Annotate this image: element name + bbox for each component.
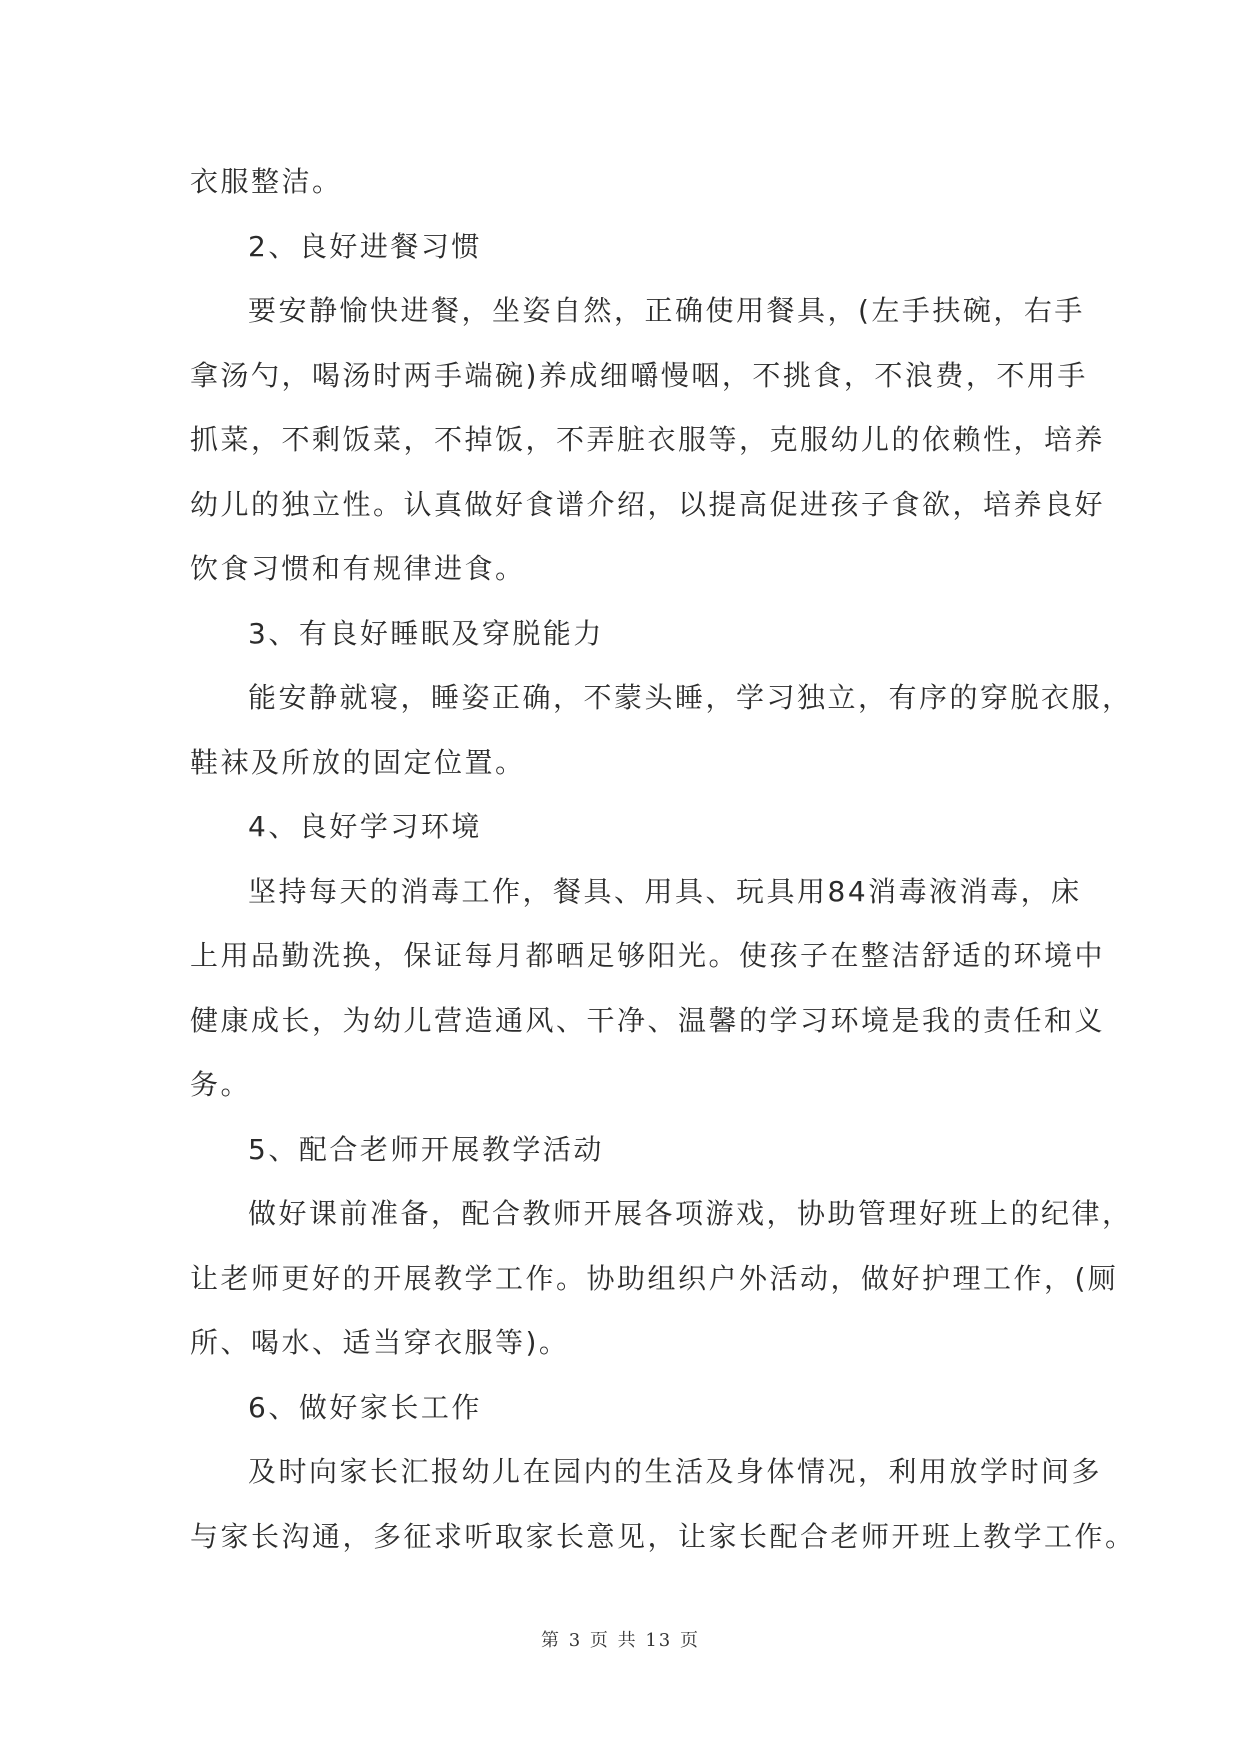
text-line: 衣服整洁。 (190, 165, 343, 198)
text-line: 与家长沟通，多征求听取家长意见，让家长配合老师开班上教学工作。 (190, 1519, 1136, 1553)
section-heading-2: 2、良好进餐习惯 (248, 229, 482, 263)
text-line: 能安静就寝，睡姿正确，不蒙头睡，学习独立，有序的穿脱衣服， (248, 681, 1133, 714)
section-heading-4: 4、良好学习环境 (248, 810, 482, 843)
body-text (190, 150, 1136, 1569)
text-line: 抓菜，不剩饭菜，不掉饭，不弄脏衣服等，克服幼儿的依赖性，培养 (190, 423, 1106, 456)
section-heading-6: 6、做好家长工作 (248, 1390, 482, 1424)
text-line: 要安静愉快进餐，坐姿自然，正确使用餐具，(左手扶碗，右手 (248, 294, 1085, 327)
section-heading-5: 5、配合老师开展教学活动 (248, 1132, 604, 1166)
text-line: 所、喝水、适当穿衣服等)。 (190, 1326, 570, 1359)
text-line: 饮食习惯和有规律进食。 (190, 552, 526, 585)
text-line: 坚持每天的消毒工作，餐具、用具、玩具用84消毒液消毒，床 (248, 874, 1082, 908)
text-line: 幼儿的独立性。认真做好食谱介绍，以提高促进孩子食欲，培养良好 (190, 487, 1106, 521)
section-heading-3: 3、有良好睡眠及穿脱能力 (248, 616, 604, 650)
page-footer: 第 3 页 共 13 页 (541, 1630, 700, 1651)
text-line: 健康成长，为幼儿营造通风、干净、温馨的学习环境是我的责任和义 (190, 1003, 1106, 1037)
text-line: 及时向家长汇报幼儿在园内的生活及身体情况，利用放学时间多 (248, 1455, 1103, 1488)
text-line: 做好课前准备，配合教师开展各项游戏，协助管理好班上的纪律， (248, 1197, 1133, 1230)
text-line: 上用品勤洗换，保证每月都晒足够阳光。使孩子在整洁舒适的环境中 (190, 939, 1106, 972)
text-line: 拿汤勺，喝汤时两手端碗)养成细嚼慢咽，不挑食，不浪费，不用手 (190, 358, 1088, 392)
text-line: 务。 (190, 1068, 252, 1101)
text-line: 鞋袜及所放的固定位置。 (190, 745, 526, 779)
text-line: 让老师更好的开展教学工作。协助组织户外活动，做好护理工作，(厕 (190, 1261, 1119, 1295)
